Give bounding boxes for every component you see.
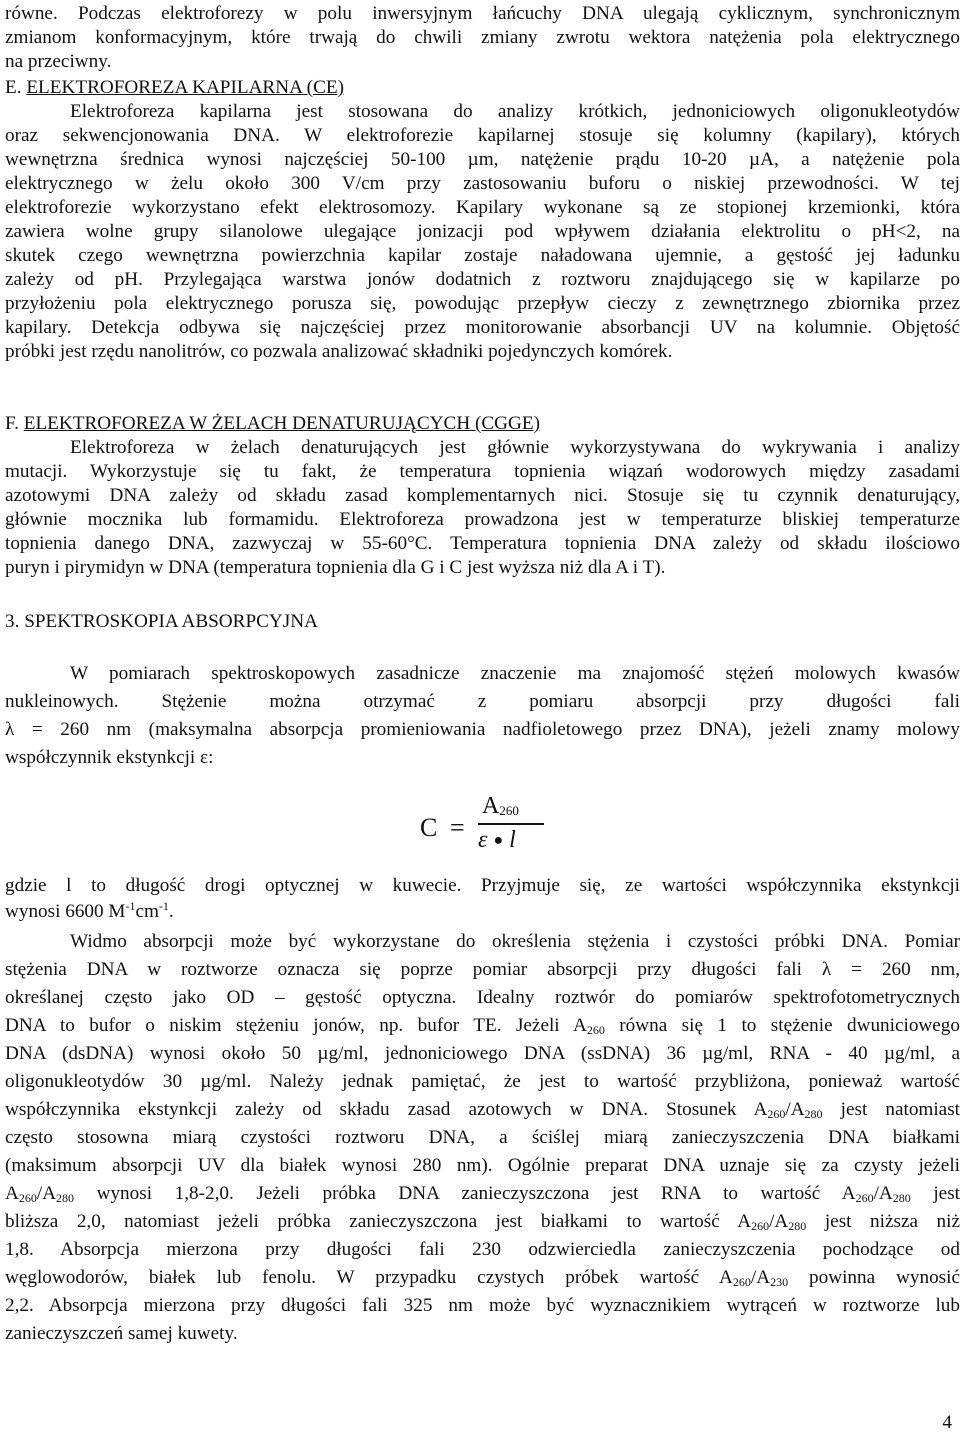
text-line: oligonukleotydów 30 µg/ml. Należy jednak pamiętać, że jest to wartość przybliżona, ponieważ wartość: [5, 1071, 960, 1092]
section-heading-3: 3. SPEKTROSKOPIA ABSORPCYJNA: [5, 611, 318, 632]
text-line: współczynnik ekstynkcji ε:: [5, 747, 214, 768]
page-number: 4: [942, 1412, 952, 1433]
text-line: próbki jest rzędu nanolitrów, co pozwala analizować składniki pojedynczych komórek.: [5, 341, 673, 362]
text-line: bliższa 2,0, natomiast jeżeli próbka zanieczyszczona jest białkami to wartość $A_{260}/A_{280}$ jest niższa niż: [5, 1211, 960, 1233]
text-line: stężenia DNA w roztworze oznacza się poprze pomiar absorpcji przy długości fali λ = 260 nm,: [5, 959, 960, 980]
formula-equals: =: [450, 813, 465, 842]
text-line: puryn i pirymidyn w DNA (temperatura topnienia dla G i C jest wyższa niż dla A i T).: [5, 557, 666, 578]
formula-denominator: ε ● l: [478, 827, 516, 853]
text-line: często stosowna miarą czystości roztworu DNA, a ściślej miarą zanieczyszczenia DNA białkami: [5, 1127, 960, 1148]
text-line: zawiera wolne grupy silanolowe ulegające jonizacji pod wpływem działania elektrolitu o pH<2, na: [5, 221, 960, 242]
section-heading-f: F. ELEKTROFOREZA W ŻELACH DENATURUJĄCYCH (CGGE): [5, 413, 541, 434]
text-line: DNA (dsDNA) wynosi około 50 µg/ml, jednoniciowego DNA (ssDNA) 36 µg/ml, RNA - 40 µg/ml, a: [5, 1043, 960, 1064]
text-line: współczynnika ekstynkcji zależy od składu zasad azotowych w DNA. Stosunek $A_{260}/A_{280}$ jest natomiast: [5, 1099, 960, 1121]
text-line: 1,8. Absorpcja mierzona przy długości fali 230 odzwierciedla zanieczyszczenia pochodzące od: [5, 1239, 960, 1260]
formula-numerator: $A_{260}$: [482, 793, 519, 819]
text-line: kapilary. Detekcja odbywa się najczęściej przez monitorowanie absorbancji UV na kolumnie. Objętość: [5, 317, 960, 338]
text-line: określanej często jako OD – gęstość optyczna. Idealny roztwór do pomiarów spektrofotometrycznych: [5, 987, 960, 1008]
text-line: λ = 260 nm (maksymalna absorpcja promieniowania nadfioletowego przez DNA), jeżeli znamy molowy: [5, 719, 960, 740]
text-line: na przeciwny.: [5, 51, 112, 72]
formula-lhs: C: [420, 813, 438, 842]
text-line: gdzie l to długość drogi optycznej w kuwecie. Przyjmuje się, ze wartości współczynnika ekstynkcji: [5, 875, 960, 896]
text-line: nukleinowych. Stężenie można otrzymać z pomiaru absorpcji przy długości fali: [5, 691, 960, 712]
text-line: elektroforezie wykorzystano efekt elektrosomozy. Kapilary wykonane są ze stopionej krzemionki, która: [5, 197, 960, 218]
text-line: topnienia danego DNA, zazwyczaj w 55-60°C. Temperatura topnienia DNA zależy od składu ilościowo: [5, 533, 960, 554]
fraction-bar: [478, 823, 544, 825]
text-line: przyłożeniu pola elektrycznego porusza się, powodując przepływ cieczy z zewnętrznego zbiornika przez: [5, 293, 960, 314]
text-line: zmianom konformacyjnym, które trwają do chwili zmiany zwrotu wektora natężenia pola elektrycznego: [5, 27, 960, 48]
text-line: wynosi 6600 $M^{-1}cm^{-1}$.: [5, 899, 174, 922]
text-line: azotowymi DNA zależy od składu zasad komplementarnych nici. Stosuje się tu czynnik denaturujący,: [5, 485, 960, 506]
concentration-formula: [420, 793, 560, 859]
text-line: (maksimum absorpcji UV dla białek wynosi 280 nm). Ogólnie preparat DNA uznaje się za czysty jeżeli: [5, 1155, 960, 1176]
text-line: równe. Podczas elektroforezy w polu inwersyjnym łańcuchy DNA ulegają cyklicznym, synchronicznym: [5, 3, 960, 24]
text-line: $A_{260}/A_{280}$ wynosi 1,8-2,0. Jeżeli próbka DNA zanieczyszczona jest RNA to wartość $A_{260}/A_{280}$ jest: [5, 1183, 960, 1205]
text-line: mutacji. Wykorzystuje się tu fakt, że temperatura topnienia wiązań wodorowych między zasadami: [5, 461, 960, 482]
text-line: węglowodorów, białek lub fenolu. W przypadku czystych próbek wartość $A_{260}/A_{230}$ powinna wynosić: [5, 1267, 960, 1289]
section-heading-e: E. ELEKTROFOREZA KAPILARNA (CE): [5, 77, 344, 98]
text-line: zanieczyszczeń samej kuwety.: [5, 1323, 238, 1344]
text-line: W pomiarach spektroskopowych zasadnicze znaczenie ma znajomość stężeń molowych kwasów: [70, 663, 960, 684]
text-line: oraz sekwencjonowania DNA. W elektroforezie kapilarnej stosuje się kolumny (kapilary), których: [5, 125, 960, 146]
text-line: wewnętrzna średnica wynosi najczęściej 50-100 µm, natężenie prądu 10-20 µA, a natężenie pola: [5, 149, 960, 170]
text-line: Elektroforeza kapilarna jest stosowana do analizy krótkich, jednoniciowych oligonukleotydów: [70, 101, 960, 122]
text-line: elektrycznego w żelu około 300 V/cm przy zastosowaniu buforu o niskiej przewodności. W tej: [5, 173, 960, 194]
text-line: DNA to bufor o niskim stężeniu jonów, np. bufor TE. Jeżeli $A_{260}$ równa się 1 to stężenie dwuniciowego: [5, 1015, 960, 1037]
text-line: zależy od pH. Przylegająca warstwa jonów dodatnich z roztworu znajdującego się w kapilarze po: [5, 269, 960, 290]
text-line: skutek czego wewnętrzna powierzchnia kapilar zostaje naładowana ujemnie, a gęstość jej ładunku: [5, 245, 960, 266]
text-line: Elektroforeza w żelach denaturujących jest głównie wykorzystywana do wykrywania i analizy: [70, 437, 960, 458]
text-line: 2,2. Absorpcja mierzona przy długości fali 325 nm może być wyznacznikiem wytrąceń w roztworze lub: [5, 1295, 960, 1316]
text-line: głównie mocznika lub formamidu. Elektroforeza prowadzona jest w temperaturze bliskiej temperaturze: [5, 509, 960, 530]
text-line: Widmo absorpcji może być wykorzystane do określenia stężenia i czystości próbki DNA. Pomiar: [70, 931, 960, 952]
